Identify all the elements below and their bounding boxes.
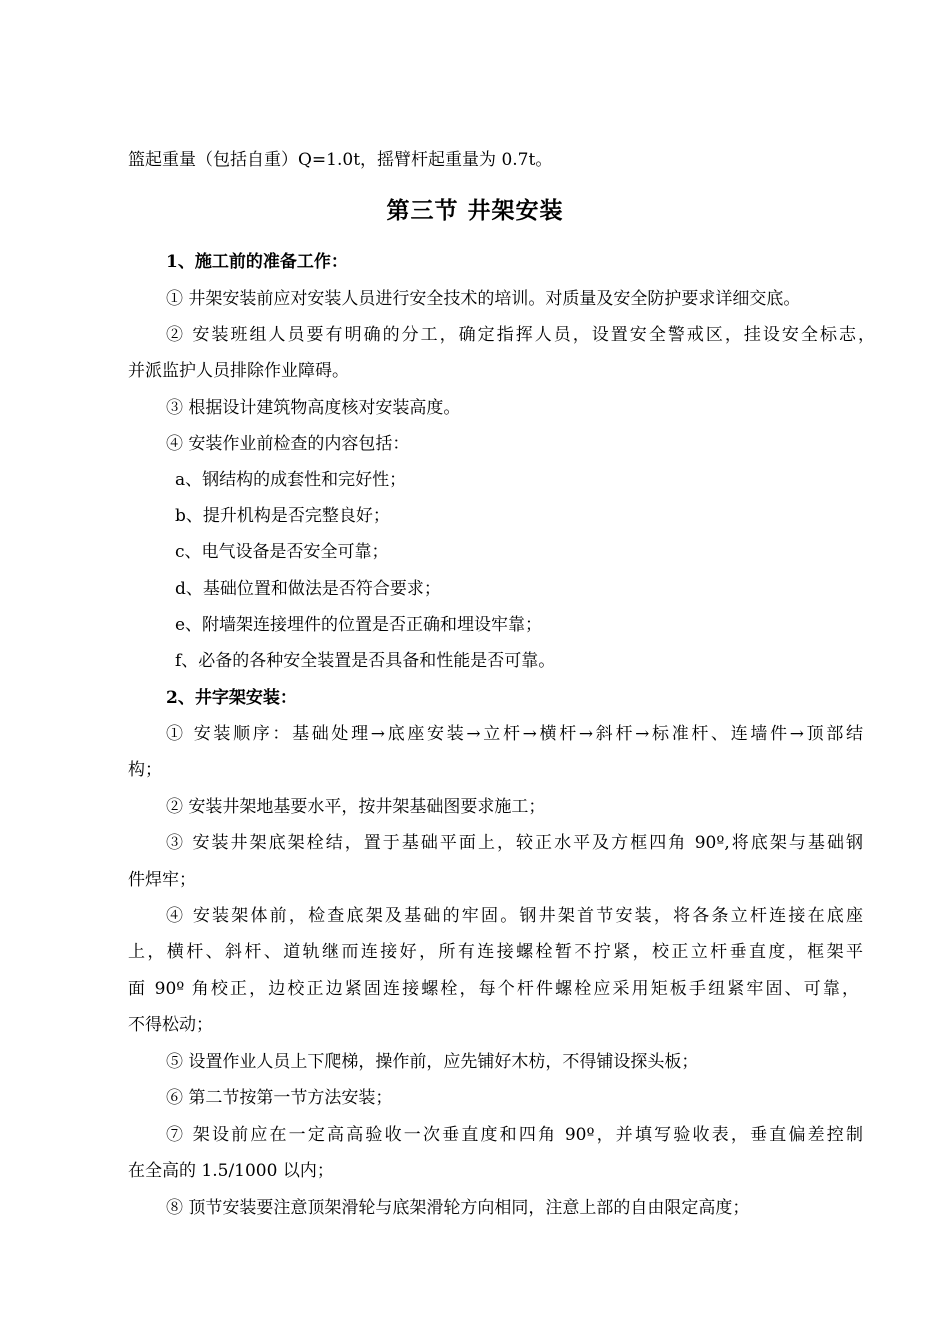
paragraph-line: ⑤ 设置作业人员上下爬梯，操作前，应先铺好木枋，不得铺设探头板； bbox=[166, 1052, 699, 1072]
paragraph-line: 件焊牢； bbox=[128, 870, 196, 890]
list-item: e、附墙架连接埋件的位置是否正确和埋设牢靠； bbox=[175, 615, 543, 635]
paragraph-line: 在全高的 1.5/1000 以内； bbox=[128, 1161, 334, 1181]
paragraph-line: ⑥ 第二节按第一节方法安装； bbox=[166, 1088, 393, 1108]
list-item: d、基础位置和做法是否符合要求； bbox=[175, 579, 441, 599]
list-item: a、钢结构的成套性和完好性； bbox=[175, 470, 407, 490]
paragraph-line: ③ 根据设计建筑物高度核对安装高度。 bbox=[166, 398, 461, 418]
list-item: c、电气设备是否安全可靠； bbox=[175, 542, 389, 562]
paragraph-line: ⑧ 顶节安装要注意顶架滑轮与底架滑轮方向相同，注意上部的自由限定高度； bbox=[166, 1198, 750, 1218]
paragraph-line: 篮起重量（包括自重）Q=1.0t，摇臂杆起重量为 0.7t。 bbox=[128, 150, 553, 170]
paragraph-line: ① 井架安装前应对安装人员进行安全技术的培训。对质量及安全防护要求详细交底。 bbox=[166, 289, 801, 309]
paragraph-line: ④ 安装作业前检查的内容包括： bbox=[166, 434, 410, 454]
paragraph-line: ② 安装班组人员要有明确的分工，确定指挥人员，设置安全警戒区，挂设安全标志， bbox=[166, 325, 875, 345]
paragraph-line: ② 安装井架地基要水平，按井架基础图要求施工； bbox=[166, 797, 546, 817]
heading-preparation: 1、施工前的准备工作： bbox=[166, 252, 348, 272]
paragraph-line: 并派监护人员排除作业障碍。 bbox=[128, 361, 349, 381]
list-item: f、必备的各种安全装置是否具备和性能是否可靠。 bbox=[175, 651, 556, 671]
paragraph-line: ④ 安装架体前，检查底架及基础的牢固。钢井架首节安装，将各条立杆连接在底座 bbox=[166, 906, 863, 926]
section-title: 第三节 井架安装 bbox=[386, 197, 564, 224]
paragraph-line: 上，横杆、斜杆、道轨继而连接好，所有连接螺栓暂不拧紧，校正立杆垂直度，框架平 bbox=[128, 942, 863, 962]
list-item: b、提升机构是否完整良好； bbox=[175, 506, 390, 526]
paragraph-line: 面 90º 角校正，边校正边紧固连接螺栓，每个杆件螺栓应采用矩板手纽紧牢固、可靠， bbox=[128, 979, 859, 999]
paragraph-line: 不得松动； bbox=[128, 1015, 213, 1035]
heading-installation: 2、井字架安装： bbox=[166, 688, 297, 708]
paragraph-line: 构； bbox=[128, 760, 162, 780]
paragraph-line: ① 安装顺序：基础处理→底座安装→立杆→横杆→斜杆→标准杆、连墙件→顶部结 bbox=[166, 724, 863, 744]
paragraph-line: ⑦ 架设前应在一定高高验收一次垂直度和四角 90º，并填写验收表，垂直偏差控制 bbox=[166, 1125, 863, 1145]
paragraph-line: ③ 安装井架底架栓结，置于基础平面上，较正水平及方框四角 90º,将底架与基础钢 bbox=[166, 833, 863, 853]
